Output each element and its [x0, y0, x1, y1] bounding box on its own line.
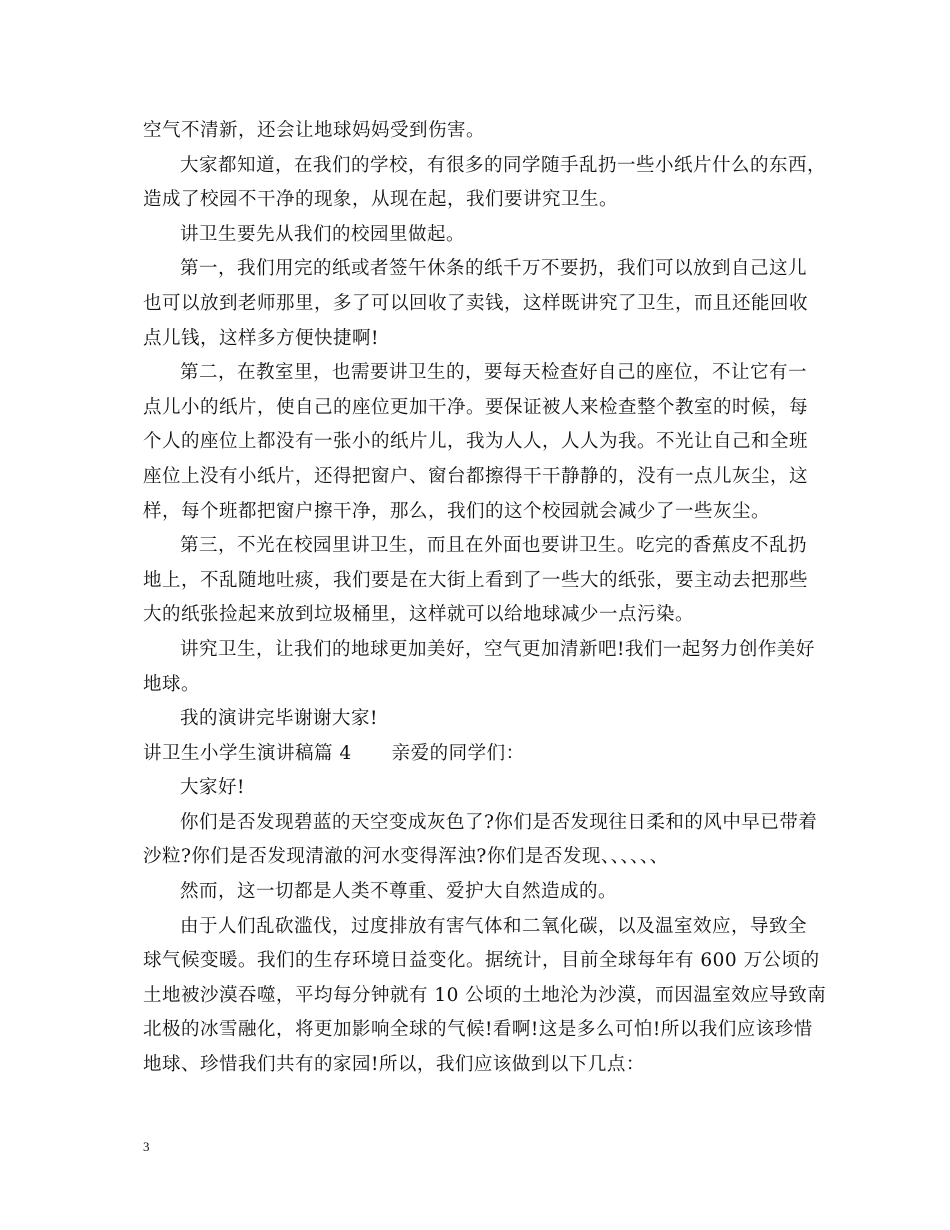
text-line: 也可以放到老师那里，多了可以回收了卖钱，这样既讲究了卫生，而且还能回收 — [143, 292, 809, 314]
text-line: 第二，在教室里，也需要讲卫生的，要每天检查好自己的座位，不让它有一 — [180, 362, 808, 384]
text-line: 大家好! — [180, 777, 245, 799]
text-line: 样，每个班都把窗户擦干净，那么，我们的这个校园就会减少了一些灰尘。 — [143, 500, 771, 522]
greeting: 亲爱的同学们： — [391, 742, 525, 764]
text-line: 我的演讲完毕谢谢大家! — [180, 708, 378, 730]
text-line: 点儿小的纸片，使自己的座位更加干净。要保证被人来检查整个教室的时候，每 — [143, 396, 809, 418]
text-line: 第三，不光在校园里讲卫生，而且在外面也要讲卫生。吃完的香蕉皮不乱扔 — [180, 535, 808, 557]
text-line: 讲究卫生，让我们的地球更加美好，空气更加清新吧!我们一起努力创作美好 — [180, 638, 815, 660]
paragraphs-before-heading — [143, 114, 827, 737]
text-line: 个人的座位上都没有一张小的纸片儿，我为人人，人人为我。不光让自己和全班 — [143, 431, 809, 453]
page-number: 3 — [143, 1139, 150, 1154]
text-line: 大的纸张捡起来放到垃圾桶里，这样就可以给地球减少一点污染。 — [143, 604, 695, 626]
text-line: 空气不清新，还会让地球妈妈受到伤害。 — [143, 120, 486, 141]
text-line: 大家都知道，在我们的学校，有很多的同学随手乱扔一些小纸片什么的东西， — [180, 154, 827, 176]
text-line: 沙粒?你们是否发现清澈的河水变得浑浊?你们是否发现、、、、、、 — [143, 846, 669, 868]
text-line: 地上，不乱随地吐痰，我们要是在大街上看到了一些大的纸张，要主动去把那些 — [143, 569, 809, 591]
text-line: 第一，我们用完的纸或者签午休条的纸千万不要扔，我们可以放到自己这儿 — [180, 258, 808, 280]
section-heading: 讲卫生小学生演讲稿篇 4 — [143, 742, 352, 764]
text-line: 球气候变暖。我们的生存环境日益变化。据统计，目前全球每年有 600 万公顷的 — [143, 950, 820, 972]
text-line: 土地被沙漠吞噬，平均每分钟就有 10 公顷的土地沦为沙漠，而因温室效应导致南 — [143, 984, 827, 1006]
text-line: 讲卫生要先从我们的校园里做起。 — [180, 223, 466, 245]
text-line: 由于人们乱砍滥伐，过度排放有害气体和二氧化碳，以及温室效应，导致全 — [180, 915, 808, 937]
text-line: 地球。 — [143, 673, 201, 695]
paragraphs-after-heading — [143, 771, 827, 1082]
section-heading-line — [143, 737, 823, 772]
text-line: 造成了校园不干净的现象，从现在起，我们要讲究卫生。 — [143, 189, 619, 211]
text-line: 地球、珍惜我们共有的家园!所以，我们应该做到以下几点： — [143, 1054, 645, 1076]
text-line: 北极的冰雪融化，将更加影响全球的气候!看啊!这是多么可怕!所以我们应该珍惜 — [143, 1019, 813, 1041]
document-body — [143, 114, 827, 1083]
text-line: 然而，这一切都是人类不尊重、爱护大自然造成的。 — [180, 881, 618, 903]
text-line: 座位上没有小纸片，还得把窗户、窗台都擦得干干静静的，没有一点儿灰尘，这 — [143, 465, 809, 487]
text-line: 你们是否发现碧蓝的天空变成灰色了?你们是否发现往日柔和的风中早已带着 — [180, 811, 818, 833]
text-line: 点儿钱，这样多方便快捷啊! — [143, 327, 379, 349]
